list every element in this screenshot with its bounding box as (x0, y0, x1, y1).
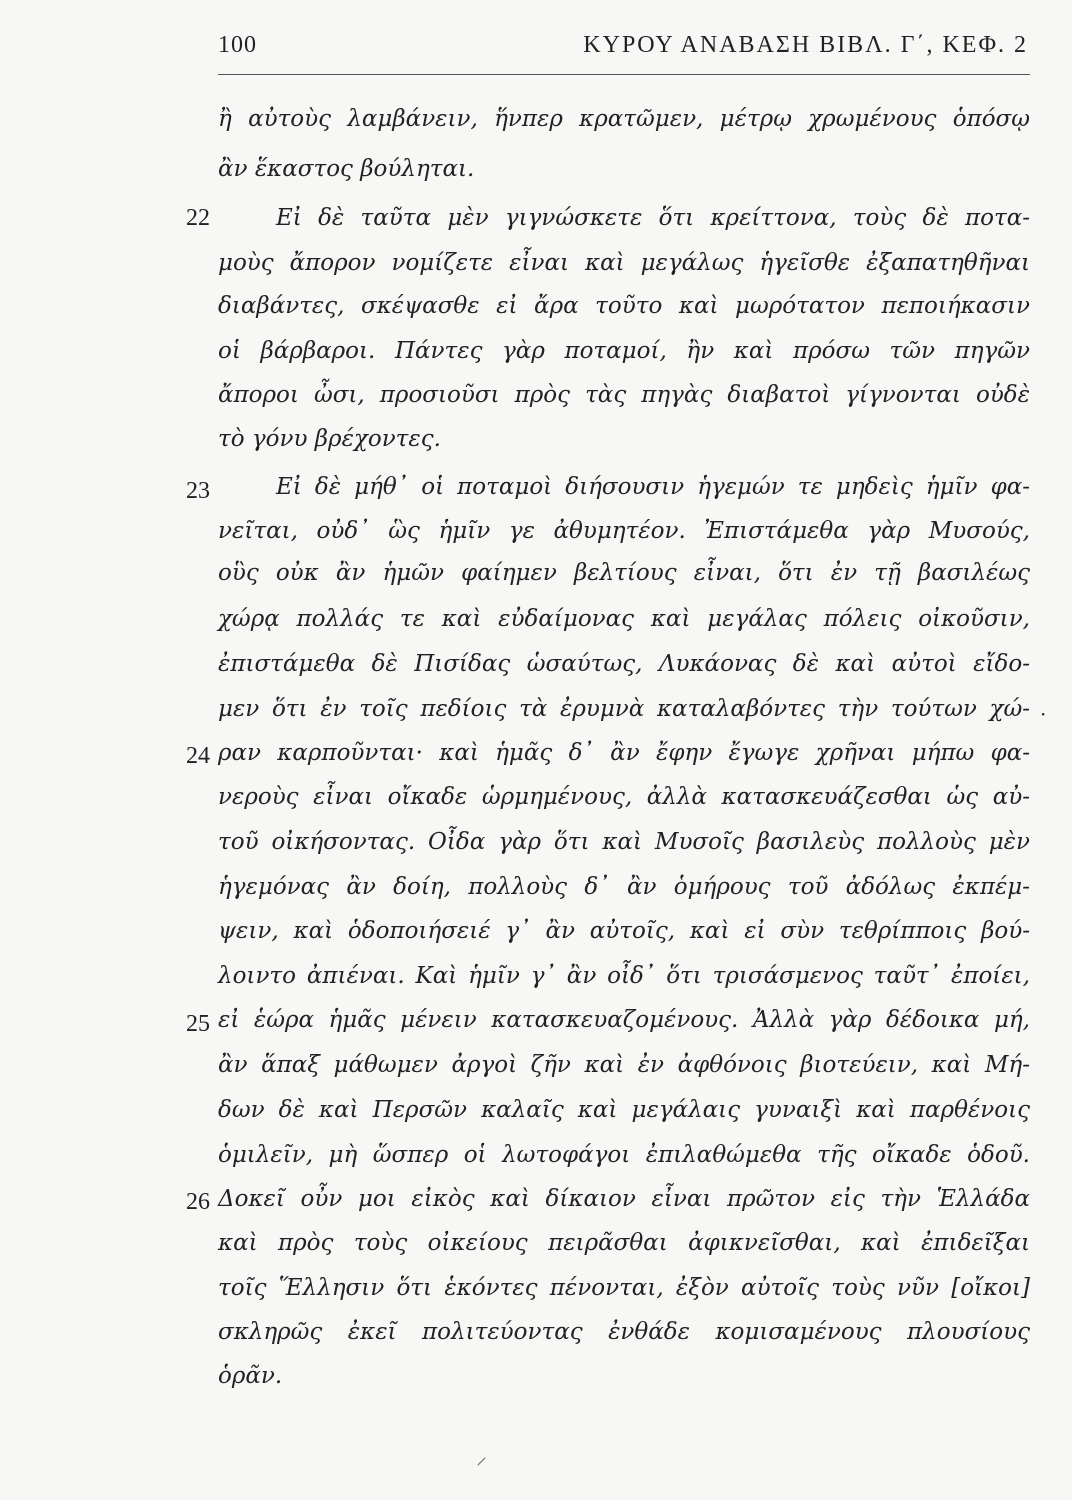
text-line: τοῖς Ἕλλησιν ὅτι ἑκόντες πένονται, ἐξὸν αὐτοῖς τοὺς νῦν [οἴκοι] (218, 1275, 1030, 1301)
text-line: χώρᾳ πολλάς τε καὶ εὐδαίμονας καὶ μεγάλας πόλεις οἰκοῦσιν, (218, 606, 1030, 632)
page-header (218, 30, 1030, 75)
text-line: νεῖται, οὐδ᾽ ὣς ἡμῖν γε ἀθυμητέον. Ἐπιστάμεθα γὰρ Μυσούς, (218, 518, 1030, 544)
text-line: καὶ πρὸς τοὺς οἰκείους πειρᾶσθαι ἀφικνεῖσθαι, καὶ ἐπιδεῖξαι (218, 1230, 1030, 1256)
text-line: οἱ βάρβαροι. Πάντες γὰρ ποταμοί, ἢν καὶ πρόσω τῶν πηγῶν (218, 338, 1030, 364)
text-line: εἰ ἑώρα ἡμᾶς μένειν κατασκευαζομένους. Ἀλλὰ γὰρ δέδοικα μή, (218, 1007, 1030, 1033)
text-line: νεροὺς εἶναι οἴκαδε ὡρμημένους, ἀλλὰ κατασκευάζεσθαι ὡς αὐ- (218, 784, 1030, 810)
text-line: ἢ αὐτοὺς λαμβάνειν, ἥνπερ κρατῶμεν, μέτρῳ χρωμένους ὁπόσῳ (218, 106, 1030, 132)
section-number: 24 (186, 743, 210, 769)
text-line: Εἰ δὲ ταῦτα μὲν γιγνώσκετε ὅτι κρείττονα, τοὺς δὲ ποτα- (276, 205, 1030, 231)
text-line: ὁρᾶν. (218, 1363, 283, 1389)
page-number: 100 (218, 32, 257, 58)
section-number: 25 (186, 1011, 210, 1037)
text-line: ραν καρποῦνται· καὶ ἡμᾶς δ᾽ ἂν ἔφην ἔγωγε χρῆναι μήπω φα- (218, 740, 1030, 766)
text-line: ἂν ἅπαξ μάθωμεν ἀργοὶ ζῆν καὶ ἐν ἀφθόνοις βιοτεύειν, καὶ Μή- (218, 1052, 1030, 1078)
text-line: ψειν, καὶ ὁδοποιήσειέ γ᾽ ἂν αὐτοῖς, καὶ εἰ σὺν τεθρίπποις βού- (218, 918, 1030, 944)
section-number: 22 (186, 205, 210, 231)
text-line: ὁμιλεῖν, μὴ ὥσπερ οἱ λωτοφάγοι ἐπιλαθώμεθα τῆς οἴκαδε ὁδοῦ. (218, 1142, 1030, 1168)
text-line: Δοκεῖ οὖν μοι εἰκὸς καὶ δίκαιον εἶναι πρῶτον εἰς τὴν Ἑλλάδα (218, 1186, 1030, 1212)
text-line: Εἰ δὲ μήθ᾽ οἱ ποταμοὶ διήσουσιν ἡγεμών τε μηδεὶς ἡμῖν φα- (276, 474, 1030, 500)
text-line: λοιντο ἀπιέναι. Καὶ ἡμῖν γ᾽ ἂν οἶδ᾽ ὅτι τρισάσμενος ταῦτ᾽ ἐποίει, (218, 963, 1030, 989)
running-title: ΚΥΡΟΥ ΑΝΑΒΑΣΗ ΒΙΒΛ. Γ΄, ΚΕΦ. 2 (583, 32, 1028, 58)
text-line: οὓς οὐκ ἂν ἡμῶν φαίημεν βελτίους εἶναι, ὅτι ἐν τῇ βασιλέως (218, 560, 1030, 586)
text-line: τὸ γόνυ βρέχοντες. (218, 426, 441, 452)
text-line: τοῦ οἰκήσοντας. Οἶδα γὰρ ὅτι καὶ Μυσοῖς βασιλεὺς πολλοὺς μὲν (218, 829, 1030, 855)
text-line: μοὺς ἄπορον νομίζετε εἶναι καὶ μεγάλως ἡγεῖσθε ἐξαπατηθῆναι (218, 250, 1030, 276)
text-line: μεν ὅτι ἐν τοῖς πεδίοις τὰ ἐρυμνὰ καταλαβόντες τὴν τούτων χώ- (218, 696, 1030, 722)
text-line: σκληρῶς ἐκεῖ πολιτεύοντας ἐνθάδε κομισαμένους πλουσίους (218, 1319, 1030, 1345)
section-number: 26 (186, 1189, 210, 1215)
text-line: ἐπιστάμεθα δὲ Πισίδας ὡσαύτως, Λυκάονας δὲ καὶ αὐτοὶ εἴδο- (218, 651, 1030, 677)
text-line: διαβάντες, σκέψασθε εἰ ἄρα τοῦτο καὶ μωρότατον πεποιήκασιν (218, 293, 1030, 319)
text-line: δων δὲ καὶ Περσῶν καλαῖς καὶ μεγάλαις γυναιξὶ καὶ παρθένοις (218, 1097, 1030, 1123)
section-number: 23 (186, 478, 210, 504)
margin-dot: · (1040, 702, 1047, 726)
stray-mark: ⸍ (476, 1454, 488, 1479)
text-line: ἂν ἕκαστος βούληται. (218, 156, 475, 182)
text-line: ἡγεμόνας ἂν δοίη, πολλοὺς δ᾽ ἂν ὁμήρους τοῦ ἀδόλως ἐκπέμ- (218, 874, 1030, 900)
text-line: ἄποροι ὦσι, προσιοῦσι πρὸς τὰς πηγὰς διαβατοὶ γίγνονται οὐδὲ (218, 382, 1030, 408)
